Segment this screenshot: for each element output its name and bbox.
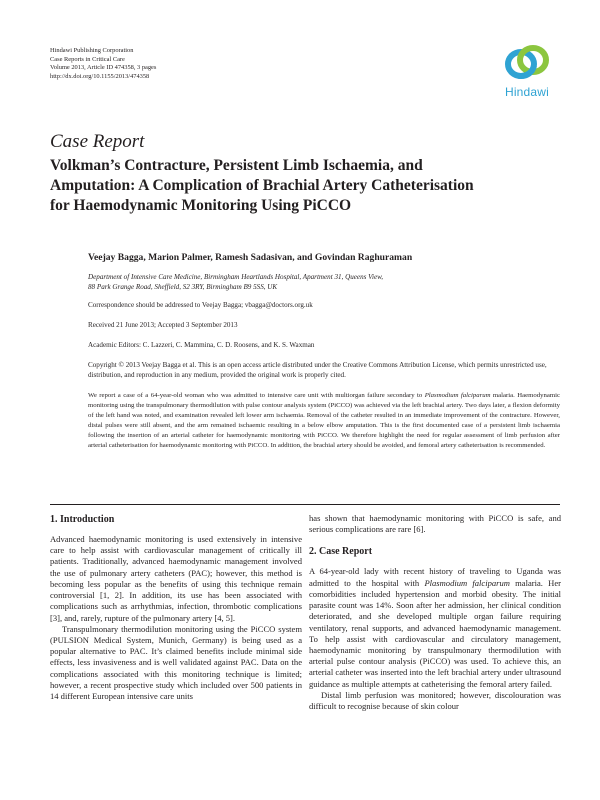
abstract-text: malaria. Haemodynamic monitoring using the transpulmonary thermodilution with pulse contour analysis system (PiCCO) was achieved via the left brachial artery. Two days later, a flexion deformity of the left hand was noted, and examination revealed left lower arm ischaemia. Removal of the catheter resulted in an immediate improvement of the contracture. However, distal pulses were still absent, and the arm remained ischaemic resulting in a below elbow amputation. This is the first documented case of a persistent limb ischaemia following the insertion of an arterial catheter for haemodynamic monitoring with PiCCO. We therefore highlight the need for regular assessment of limb perfusion after arterial catheterisation for haemodynamic monitoring with PiCCO. In addition, the brachial artery should be avoided, and femoral artery catheterisation is recommended. [88, 392, 560, 450]
intro-paragraph: Transpulmonary thermodilution monitoring using the PiCCO system (PULSION Medical System, Munich, Germany) is being used as a popular alternative to PAC. It’s claimed benefits include minimal side effects, less invasiveness and is well validated against PAC. Data on the complications associated with this monitoring technique is limited; however, a recent prospective study which included over 500 patients in 14 different European intensive care units [50, 623, 302, 702]
case-organism: Plasmodium falciparum [424, 577, 510, 588]
journal-header [50, 47, 156, 81]
volume-info: Volume 2013, Article ID 474358, 3 pages [50, 64, 157, 72]
affiliation-line: Department of Intensive Care Medicine, Birmingham Heartlands Hospital, Apartment 31, Queens View, [88, 273, 384, 281]
journal-name: Case Reports in Critical Care [50, 55, 125, 63]
affiliation [88, 272, 383, 292]
title-line: Amputation: A Complication of Brachial Artery Catheterisation [50, 177, 474, 194]
affiliation-line: 88 Park Grange Road, Sheffield, S2 3RY, Birmingham B9 5SS, UK [88, 283, 278, 291]
title-line: Volkman’s Contracture, Persistent Limb Ischaemia, and [50, 157, 423, 174]
received-dates: Received 21 June 2013; Accepted 3 September 2013 [88, 321, 238, 329]
author-list: Veejay Bagga, Marion Palmer, Ramesh Sadasivan, and Govindan Raghuraman [88, 252, 413, 263]
article-title [50, 156, 560, 216]
doi-link[interactable]: http://dx.doi.org/10.1155/2013/474358 [50, 72, 150, 80]
case-report-heading: 2. Case Report [309, 546, 373, 558]
publisher-name: Hindawi Publishing Corporation [50, 47, 134, 54]
case-paragraph: Distal limb perfusion was monitored; however, discolouration was difficult to recognise because of skin colour [309, 689, 561, 712]
intro-paragraph-continued: has shown that haemodynamic monitoring with PiCCO is safe, and serious complications are rare [6]. [309, 513, 561, 535]
case-paragraph [309, 566, 561, 689]
section-divider [50, 504, 560, 505]
academic-editors: Academic Editors: C. Lazzeri, C. Mammina, C. D. Roosens, and K. S. Waxman [88, 341, 315, 349]
left-column [50, 534, 302, 702]
logo-wordmark: Hindawi [504, 85, 550, 99]
abstract-text: We report a case of a 64-year-old woman who was admitted to intensive care unit with multiorgan failure secondary to [88, 392, 425, 399]
abstract-organism: Plasmodium falciparum [424, 392, 491, 399]
article-type: Case Report [50, 131, 145, 152]
intro-paragraph: Advanced haemodynamic monitoring is used extensively in intensive care to help assist with cardiovascular management of critically ill patients. Traditionally, advanced haemodynamic management involved the use of pulmonary artery catheters (PAC); however, this method is becoming less popular as the benefits of using this technique remain controversial [1, 2]. In addition, its use has been associated with complications such as arrhythmias, infection, thrombotic complications [3], and, rarely, rupture of the pulmonary artery [4, 5]. [50, 534, 302, 623]
correspondence: Correspondence should be addressed to Veejay Bagga; vbagga@doctors.org.uk [88, 301, 313, 309]
hindawi-logo-icon [504, 40, 550, 84]
copyright-notice: Copyright © 2013 Veejay Bagga et al. This is an open access article distributed under the Creative Commons Attribution License, which permits unrestricted use, distribution, and reproduction in any medium, provided the original work is properly cited. [88, 361, 547, 380]
abstract [88, 391, 560, 451]
hindawi-logo [497, 40, 557, 104]
right-column [309, 513, 561, 712]
title-line: for Haemodynamic Monitoring Using PiCCO [50, 197, 352, 214]
case-text: malaria. Her comorbidities included hypertension and morbid obesity. The initial parasite count was 14%. Soon after her admission, her clinical condition deteriorated, and she developed multiple organ failure requiring ventilatory, renal supports, and advanced haemodynamic management. To help assist with cardiovascular and circulatory management, haemodynamic monitoring by transpulmonary thermodilution with arterial pulse contour analysis (PiCCO) was used. To achieve this, an arterial catheter was inserted into the left brachial artery under ultrasound guidance as multiple attempts at catheterising the femoral artery failed. [309, 577, 561, 689]
introduction-heading: 1. Introduction [50, 514, 115, 525]
case-text: A 64-year-old lady with recent history of traveling to Uganda was admitted to the hospital with [309, 566, 561, 588]
